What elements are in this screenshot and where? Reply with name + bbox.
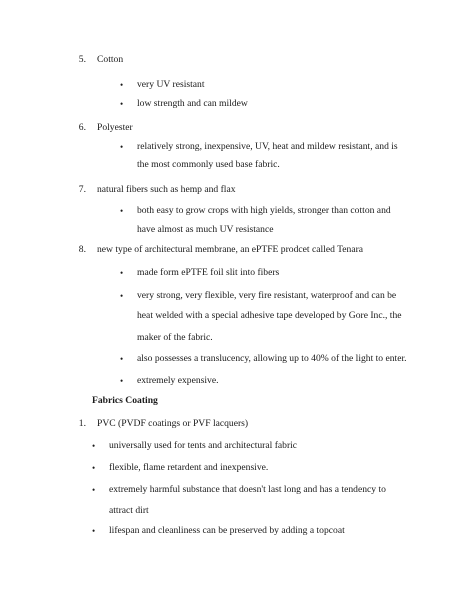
- list-item-title: PVC (PVDF coatings or PVF lacquers): [97, 418, 249, 429]
- bullet-text: low strength and can mildew: [137, 98, 248, 109]
- bullet-icon: •: [120, 99, 124, 109]
- list-number: 1.: [78, 418, 86, 429]
- list-item-title: Cotton: [97, 54, 124, 65]
- bullet-text: also possesses a translucency, allowing up to 40% of the light to enter.: [137, 353, 407, 364]
- bullet-icon: •: [92, 463, 96, 473]
- bullet-icon: •: [120, 142, 124, 152]
- list-item-title: natural fibers such as hemp and flax: [97, 184, 236, 195]
- list-number: 8.: [78, 244, 86, 255]
- list-item-title: Polyester: [97, 122, 133, 133]
- bullet-icon: •: [92, 441, 96, 451]
- bullet-text: very strong, very flexible, very fire resistant, waterproof and can be: [137, 290, 397, 301]
- bullet-text: extremely expensive.: [137, 375, 219, 386]
- bullet-text-continuation: the most commonly used base fabric.: [137, 159, 280, 170]
- bullet-icon: •: [120, 268, 124, 278]
- bullet-text-continuation: maker of the fabric.: [137, 332, 213, 343]
- bullet-icon: •: [92, 526, 96, 536]
- bullet-text: made form ePTFE foil slit into fibers: [137, 267, 280, 278]
- bullet-text: universally used for tents and architectural fabric: [109, 440, 298, 451]
- list-item-title: new type of architectural membrane, an ePTFE prodcet called Tenara: [97, 244, 364, 255]
- bullet-text: lifespan and cleanliness can be preserved by adding a topcoat: [109, 525, 345, 536]
- bullet-icon: •: [92, 485, 96, 495]
- bullet-icon: •: [120, 376, 124, 386]
- bullet-icon: •: [120, 291, 124, 301]
- list-number: 5.: [78, 54, 86, 65]
- bullet-icon: •: [120, 354, 124, 364]
- list-number: 6.: [78, 122, 86, 133]
- section-heading: Fabrics Coating: [92, 395, 158, 406]
- bullet-text-continuation: heat welded with a special adhesive tape developed by Gore Inc., the: [137, 310, 402, 321]
- list-number: 7.: [78, 184, 86, 195]
- bullet-text: relatively strong, inexpensive, UV, heat and mildew resistant, and is: [137, 141, 398, 152]
- bullet-text: both easy to grow crops with high yields, stronger than cotton and: [137, 205, 391, 216]
- bullet-text: extremely harmful substance that doesn't last long and has a tendency to: [109, 484, 386, 495]
- bullet-text-continuation: attract dirt: [109, 505, 149, 516]
- bullet-icon: •: [120, 206, 124, 216]
- bullet-icon: •: [120, 80, 124, 90]
- bullet-text: very UV resistant: [137, 79, 205, 90]
- bullet-text: flexible, flame retardent and inexpensive.: [109, 462, 269, 473]
- bullet-text-continuation: have almost as much UV resistance: [137, 224, 274, 235]
